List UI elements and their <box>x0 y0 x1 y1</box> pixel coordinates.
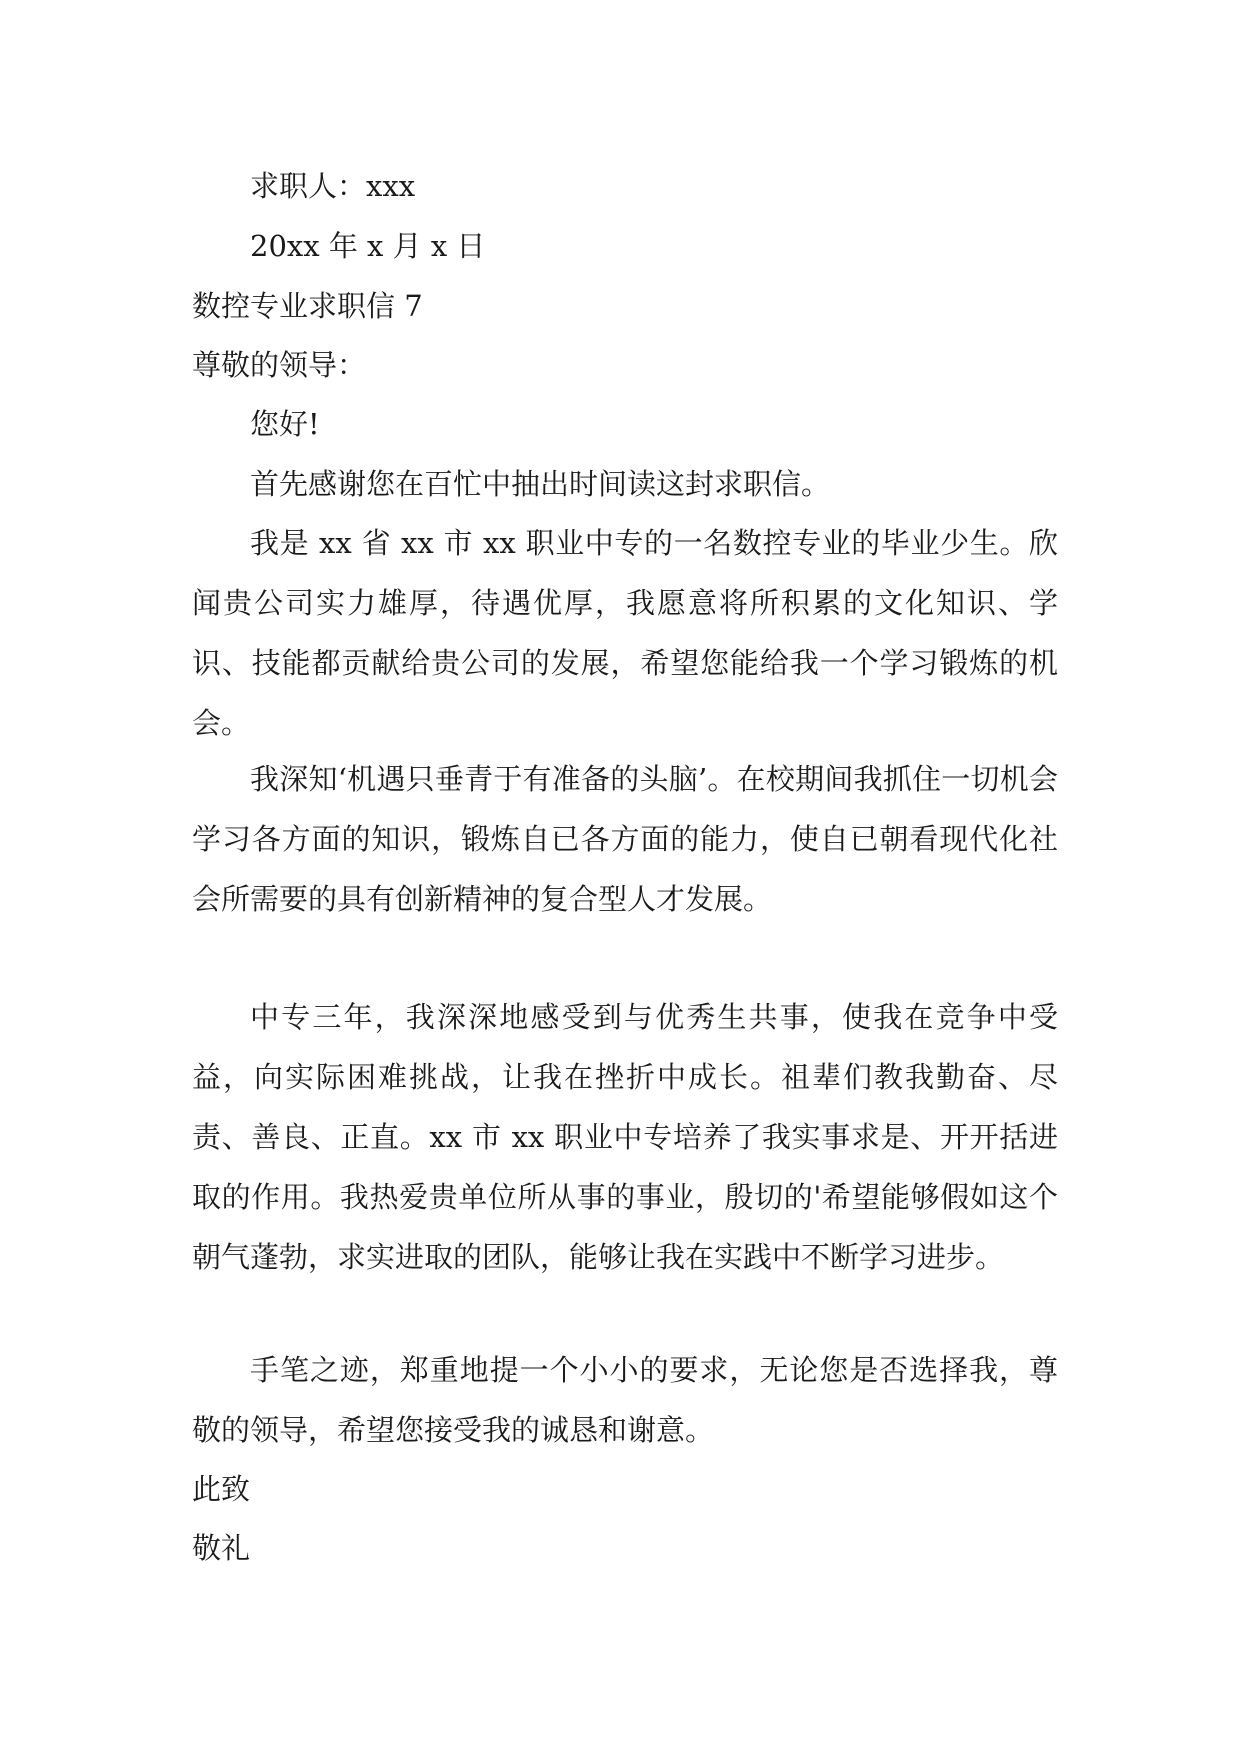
paragraph-experience: 中专三年，我深深地感受到与优秀生共事，使我在竞争中受益，向实际困难挑战，让我在挫折中成长。祖辈们教我勤奋、尽责、善良、正直。xx 市 xx 职业中专培养了我实事求是、开开括进取的作用。我热爱贵单位所从事的事业，殷切的'希望能够假如这个朝气蓬勃，求实进取的团队，能够让我在实践中不断学习进步。 <box>192 1000 1058 1274</box>
paragraph-background: 我是 xx 省 xx 市 xx 职业中专的一名数控专业的毕业少生。欣闻贵公司实力雄厚，待遇优厚，我愿意将所积累的文化知识、学识、技能都贡献给贵公司的发展，希望您能给我一个学习锻炼的机会。 <box>192 526 1058 740</box>
closing-jingli: 敬礼 <box>192 1531 251 1565</box>
applicant-signature: 求职人：xxx <box>250 169 416 203</box>
closing-zhici: 此致 <box>192 1472 251 1506</box>
paragraph-request: 手笔之迹，郑重地提一个小小的要求，无论您是否选择我，尊敬的领导，希望您接受我的诚恳和谢意。 <box>192 1353 1058 1447</box>
letter-date: 20xx 年 x 月 x 日 <box>250 229 486 263</box>
salutation: 尊敬的领导： <box>192 348 367 382</box>
letter-heading: 数控专业求职信 7 <box>192 289 423 323</box>
paragraph-opportunity: 我深知‘机遇只垂青于有准备的头脑’。在校期间我抓住一切机会学习各方面的知识，锻炼自已各方面的能力，使自已朝看现代化社会所需要的具有创新精神的复合型人才发展。 <box>192 762 1058 916</box>
paragraph-intro: 首先感谢您在百忙中抽出时间读这封求职信。 <box>250 467 831 501</box>
greeting: 您好! <box>250 407 320 441</box>
